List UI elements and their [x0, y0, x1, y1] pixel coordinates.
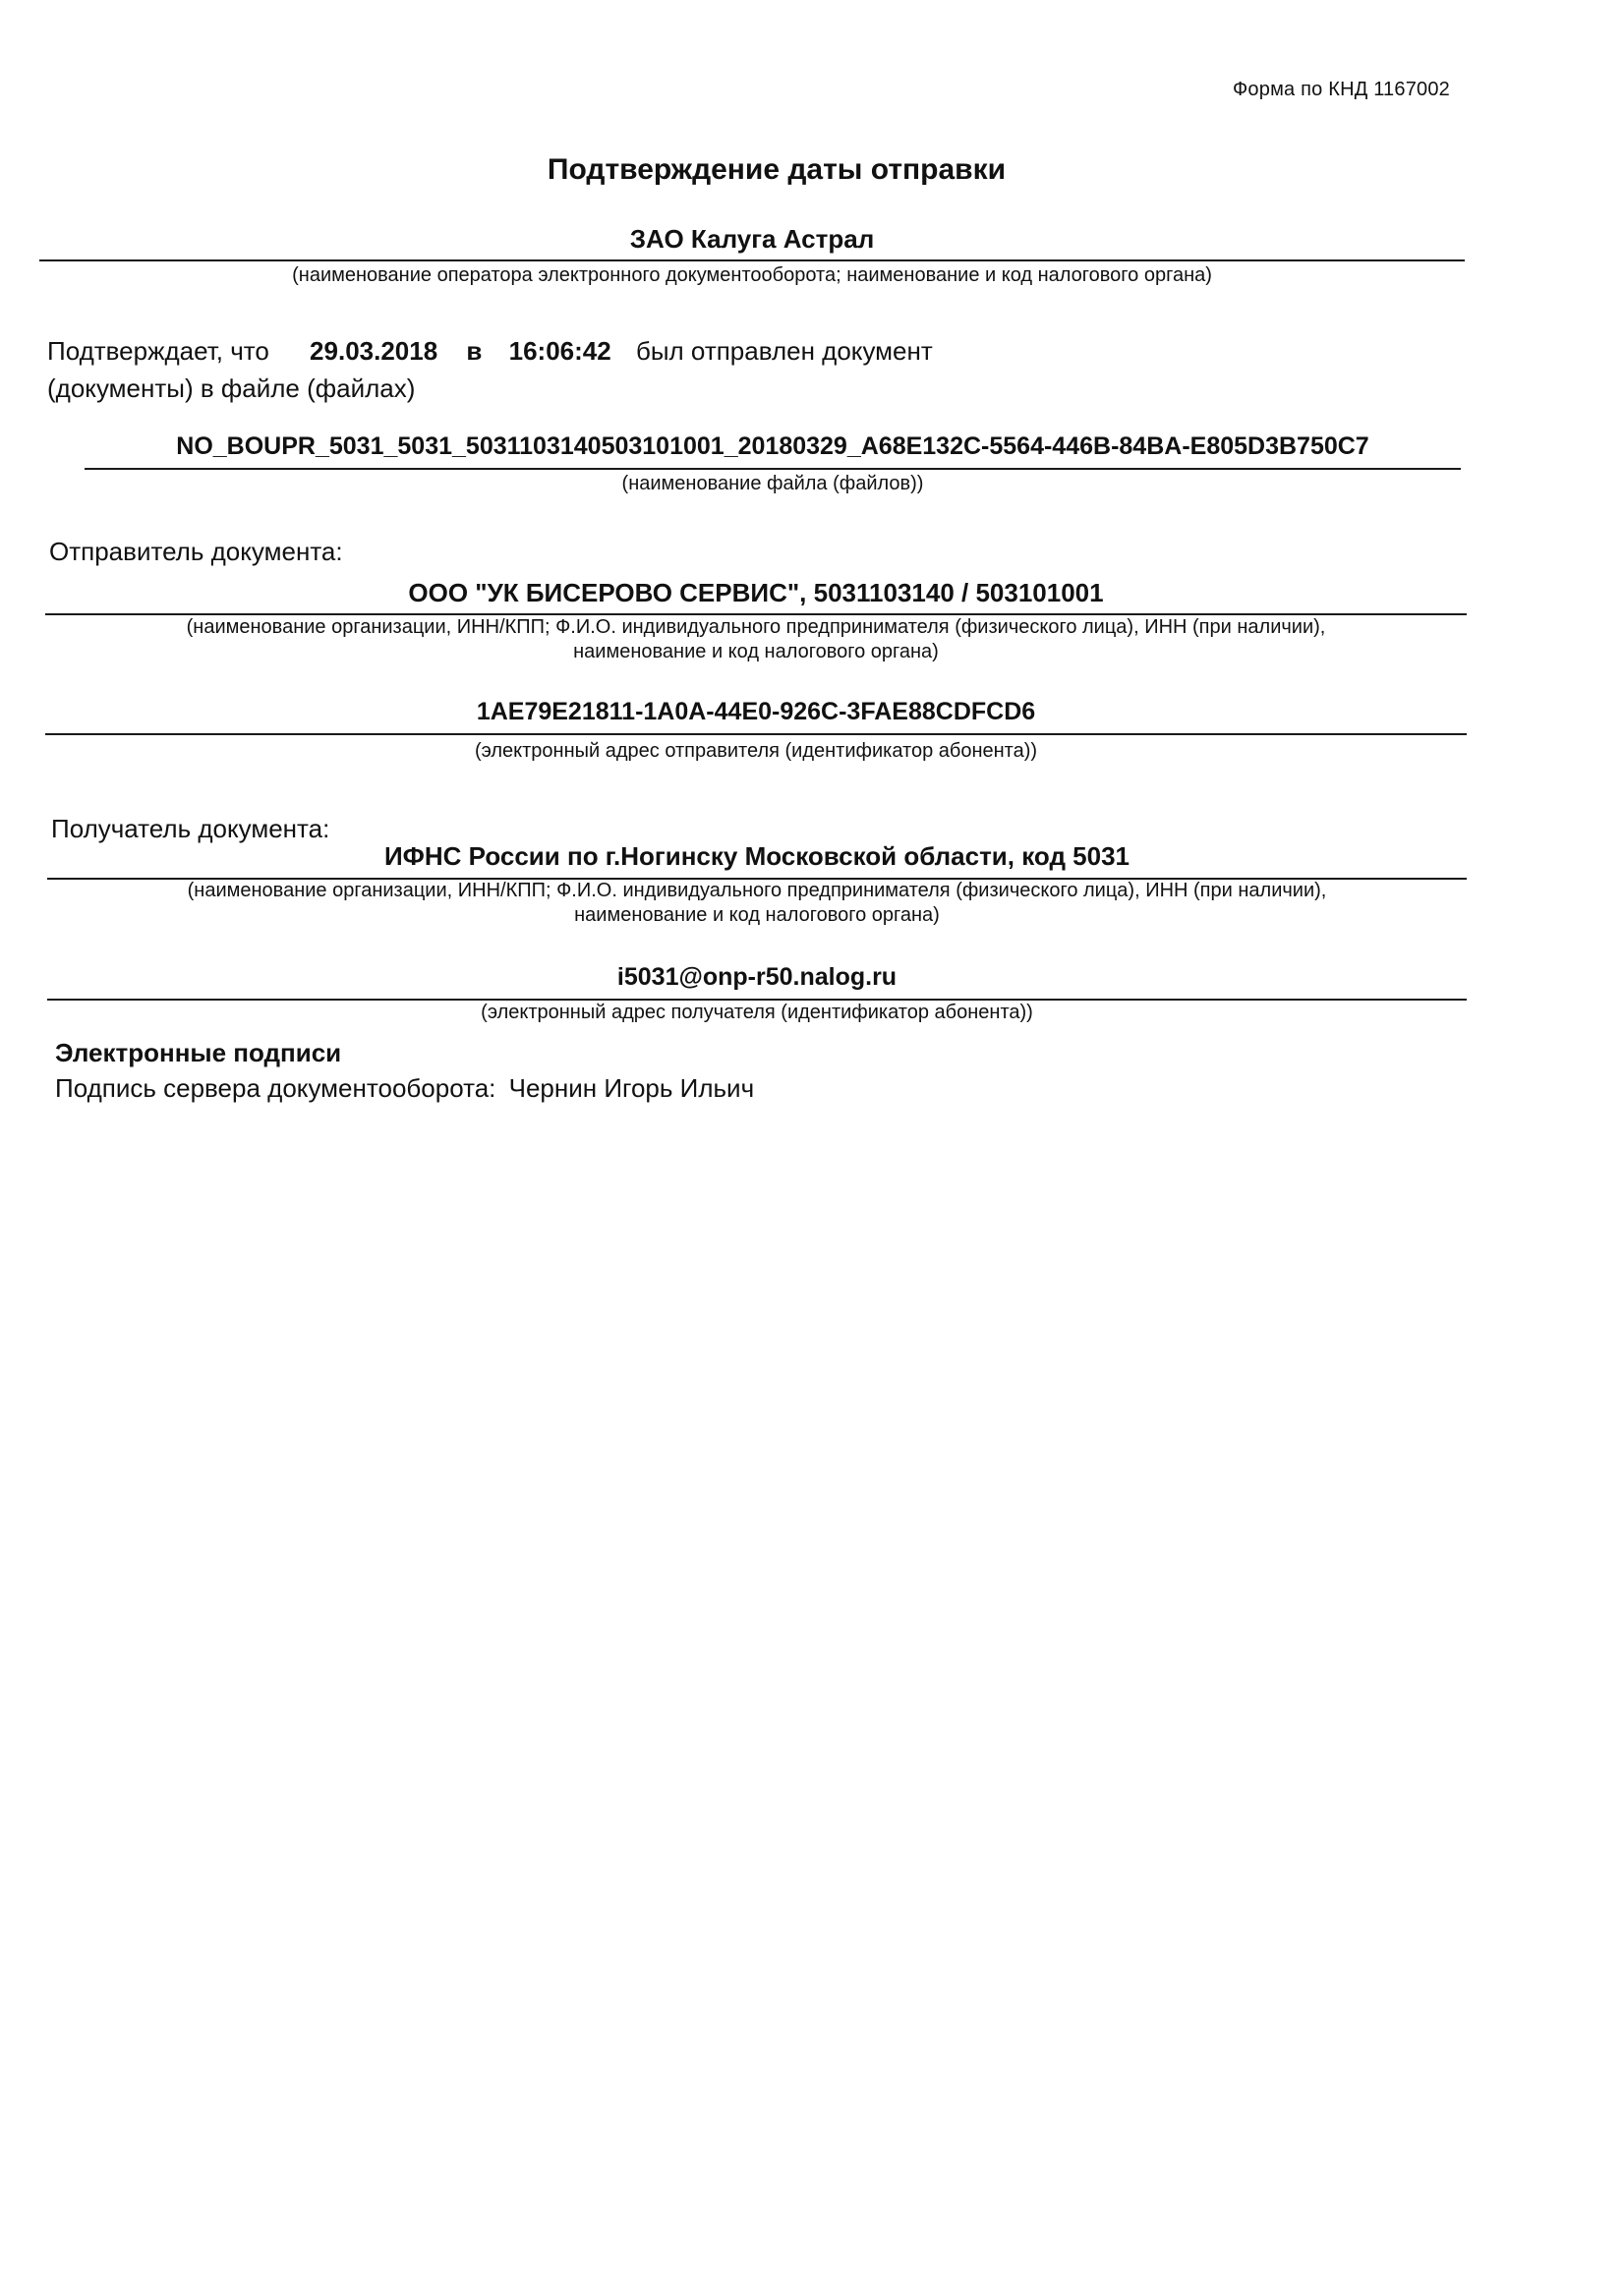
server-signature-label: Подпись сервера документооборота:	[55, 1073, 496, 1103]
operator-rule	[39, 259, 1465, 261]
sender-address-rule	[45, 733, 1467, 735]
sender-address-caption: (электронный адрес отправителя (идентификатор абонента))	[474, 740, 1038, 762]
confirmation-prefix: Подтверждает, что	[47, 336, 269, 366]
sent-date: 29.03.2018	[310, 336, 438, 366]
recipient-caption	[47, 879, 1467, 928]
server-signer-name: Чернин Игорь Ильич	[508, 1073, 755, 1103]
confirmation-suffix: был отправлен документ	[635, 336, 933, 366]
confirmation-line	[47, 336, 933, 367]
file-name: NO_BOUPR_5031_5031_5031103140503101001_20180329_A68E132C-5564-446B-84BA-E805D3B750C7	[176, 432, 1369, 460]
recipient-caption-line2: наименование и код налогового органа)	[574, 904, 940, 926]
server-signature-line	[55, 1073, 754, 1104]
file-rule	[85, 468, 1461, 470]
sender-label: Отправитель документа:	[49, 537, 343, 566]
recipient-caption-line1: (наименование организации, ИНН/КПП; Ф.И.О. индивидуального предпринимателя (физического лица), ИНН (при наличии),	[187, 880, 1327, 901]
sender-name: ООО "УК БИСЕРОВО СЕРВИС", 5031103140 / 503101001	[408, 578, 1104, 607]
signatures-heading: Электронные подписи	[55, 1038, 342, 1067]
recipient-label: Получатель документа:	[51, 814, 330, 843]
sender-caption-line2: наименование и код налогового органа)	[573, 641, 939, 662]
sender-caption-line1: (наименование организации, ИНН/КПП; Ф.И.О. индивидуального предпринимателя (физического лица), ИНН (при наличии),	[186, 616, 1326, 638]
sender-caption	[45, 615, 1467, 664]
recipient-address-caption: (электронный адрес получателя (идентификатор абонента))	[481, 1002, 1033, 1023]
sent-time: 16:06:42	[508, 336, 611, 366]
document-title: Подтверждение даты отправки	[547, 153, 1007, 186]
recipient-name: ИФНС России по г.Ногинску Московской области, код 5031	[383, 841, 1130, 871]
sender-address: 1AE79E21811-1A0A-44E0-926C-3FAE88CDFCD6	[476, 698, 1036, 725]
file-caption: (наименование файла (файлов))	[621, 473, 924, 494]
confirmation-line2: (документы) в файле (файлах)	[47, 373, 416, 403]
operator-name: ЗАО Калуга Астрал	[629, 224, 875, 254]
at-word: в	[466, 336, 483, 366]
form-code: Форма по КНД 1167002	[1233, 79, 1450, 100]
recipient-address: i5031@onp-r50.nalog.ru	[616, 963, 898, 991]
operator-caption: (наименование оператора электронного документооборота; наименование и код налогового органа)	[292, 264, 1212, 286]
